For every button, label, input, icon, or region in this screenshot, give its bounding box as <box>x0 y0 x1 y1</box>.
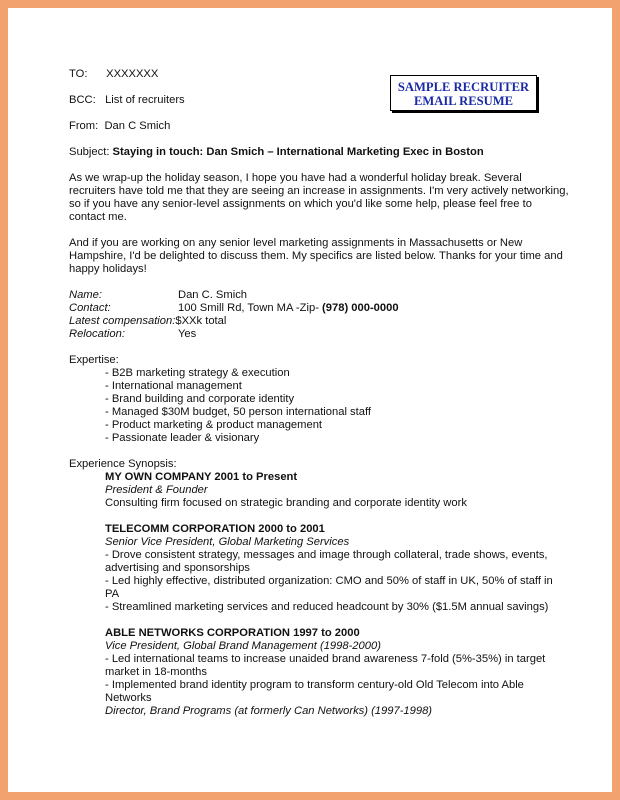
job-company: ABLE NETWORKS CORPORATION 1997 to 2000 <box>105 627 360 639</box>
job-line: - Drove consistent strategy, messages and image through collateral, trade shows, events, advertising and sponsorships <box>105 549 548 574</box>
detail-relocation <box>69 328 569 341</box>
job-role: Senior Vice President, Global Marketing Services <box>105 536 350 548</box>
stamp-line-2: EMAIL RESUME <box>413 94 513 108</box>
stamp-line-1: SAMPLE RECRUITER <box>397 80 530 94</box>
from-line <box>69 120 569 133</box>
list-item: - Managed $30M budget, 50 person international staff <box>105 406 371 418</box>
job-line: - Implemented brand identity program to transform century-old Old Telecom into Able Networks <box>105 679 524 704</box>
bcc-value: List of recruiters <box>105 94 185 106</box>
subject-line <box>69 146 569 159</box>
expertise-title: Expertise: <box>69 354 119 366</box>
contact-label: Contact: <box>69 302 111 314</box>
paragraph-2: And if you are working on any senior level marketing assignments in Massachusetts or New Hampshire, I'd be delighted to discuss them. My specifics are listed below. Thanks for your time and happy holidays! <box>69 237 563 275</box>
compensation-label: Latest compensation: <box>69 315 176 327</box>
from-value: Dan C Smich <box>104 120 171 132</box>
relocation-label: Relocation: <box>69 328 125 340</box>
job-1 <box>105 471 569 510</box>
job-3 <box>105 627 569 718</box>
job-line: - Streamlined marketing services and reduced headcount by 30% ($1.5M annual savings) <box>105 601 549 613</box>
list-item: - International management <box>105 380 242 392</box>
paragraph-1: As we wrap-up the holiday season, I hope you have had a wonderful holiday break. Several recruiters have told me that they are seeing an increase in assignments. I'm very actively networking, so if you have any senior-level assignments on which you'd like some help, please feel free to contact me. <box>69 172 569 223</box>
list-item: - Product marketing & product management <box>105 419 323 431</box>
bcc-line <box>69 94 569 107</box>
email-resume <box>69 68 569 718</box>
contact-value: 100 Smill Rd, Town MA -Zip- <box>178 302 323 314</box>
to-value: XXXXXXX <box>106 68 159 80</box>
to-label: TO: <box>69 68 88 80</box>
expertise-list <box>69 367 569 445</box>
name-label: Name: <box>69 289 102 301</box>
detail-contact <box>69 302 569 315</box>
list-item: - Brand building and corporate identity <box>105 393 295 405</box>
bcc-label: BCC: <box>69 94 96 106</box>
subject-value: Staying in touch: Dan Smich – International Marketing Exec in Boston <box>112 146 484 158</box>
list-item: - Passionate leader & visionary <box>105 432 260 444</box>
contact-phone: (978) 000-0000 <box>322 302 399 314</box>
subject-label: Subject: <box>69 146 110 158</box>
job-line: Consulting firm focused on strategic branding and corporate identity work <box>105 497 467 509</box>
compensation-value: $XXk total <box>175 315 227 327</box>
job-role: Vice President, Global Brand Management (1998-2000) <box>105 640 381 652</box>
detail-name <box>69 289 569 302</box>
relocation-value: Yes <box>178 328 197 340</box>
job-line: - Led highly effective, distributed organization: CMO and 50% of staff in UK, 50% of staff in PA <box>105 575 553 600</box>
job-role: President & Founder <box>105 484 208 496</box>
job-role: Director, Brand Programs (at formerly Can Networks) (1997-1998) <box>105 705 433 717</box>
experience-list <box>69 471 569 718</box>
job-company: TELECOMM CORPORATION 2000 to 2001 <box>105 523 325 535</box>
detail-compensation <box>69 315 569 328</box>
job-2 <box>105 523 569 614</box>
name-value: Dan C. Smich <box>178 289 248 301</box>
experience-title: Experience Synopsis: <box>69 458 177 470</box>
job-line: - Led international teams to increase unaided brand awareness 7-fold (5%-35%) in target market in 18-months <box>105 653 546 678</box>
list-item: - B2B marketing strategy & execution <box>105 367 290 379</box>
to-line <box>69 68 569 81</box>
from-label: From: <box>69 120 99 132</box>
job-company: MY OWN COMPANY 2001 to Present <box>105 471 298 483</box>
